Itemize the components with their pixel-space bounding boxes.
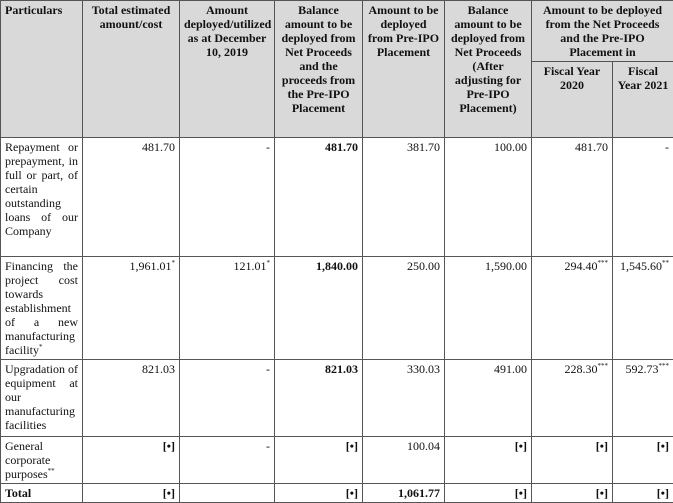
- header-total-estimated: Total estimated amount/cost: [83, 1, 180, 138]
- row-particulars: Financing the project cost towards establishment of a new manufacturing facility*: [1, 257, 83, 360]
- cell-total: [•]: [83, 437, 180, 484]
- footnote-marker: **: [662, 259, 669, 267]
- footnote-marker: *: [172, 259, 176, 267]
- total-label: Total: [1, 484, 83, 503]
- footnote-marker: ***: [598, 362, 609, 370]
- cell-pre-ipo: 250.00: [363, 257, 445, 360]
- total-balance-after: [•]: [445, 484, 532, 503]
- cell-balance-after: [•]: [445, 437, 532, 484]
- cell-balance-after: 491.00: [445, 360, 532, 437]
- cell-deployed: -: [180, 138, 275, 257]
- cell-balance-after: 100.00: [445, 138, 532, 257]
- header-balance-after-adjusting: Balance amount to be deployed from Net Proceeds (After adjusting for Pre-IPO Placement): [445, 1, 532, 138]
- cell-fy2021: 1,545.60**: [613, 257, 673, 360]
- footnote-marker: ***: [598, 259, 609, 267]
- footnote-marker: **: [48, 467, 55, 475]
- cell-fy2020: 294.40***: [532, 257, 613, 360]
- header-particulars: Particulars: [1, 1, 83, 138]
- total-fy2020: [•]: [532, 484, 613, 503]
- cell-fy2021: [•]: [613, 437, 673, 484]
- cell-pre-ipo: 100.04: [363, 437, 445, 484]
- header-fiscal-year-2020: Fiscal Year 2020: [532, 62, 613, 138]
- cell-deployed: 121.01*: [180, 257, 275, 360]
- footnote-marker: *: [39, 343, 43, 351]
- total-estimated: [•]: [83, 484, 180, 503]
- cell-deployed: -: [180, 360, 275, 437]
- cell-fy2021: -: [613, 138, 673, 257]
- cell-fy2020: [•]: [532, 437, 613, 484]
- cell-fy2020: 228.30***: [532, 360, 613, 437]
- table-row: [1, 138, 673, 257]
- table-row: [1, 437, 673, 484]
- total-fy2021: [•]: [613, 484, 673, 503]
- cell-total: 821.03: [83, 360, 180, 437]
- total-row: [1, 484, 673, 503]
- header-fiscal-year-2021: Fiscal Year 2021: [613, 62, 673, 138]
- cell-pre-ipo: 330.03: [363, 360, 445, 437]
- cell-pre-ipo: 381.70: [363, 138, 445, 257]
- footnote-marker: *: [267, 259, 271, 267]
- cell-fy2020: 481.70: [532, 138, 613, 257]
- cell-balance-after: 1,590.00: [445, 257, 532, 360]
- cell-deployed: -: [180, 437, 275, 484]
- total-deployed: [180, 484, 275, 503]
- cell-balance: 481.70: [275, 138, 363, 257]
- cell-balance: [•]: [275, 437, 363, 484]
- header-pre-ipo-amount: Amount to be deployed from Pre-IPO Placement: [363, 1, 445, 138]
- total-pre-ipo: 1,061.77: [363, 484, 445, 503]
- header-amount-deployed: Amount deployed/utilized as at December 10, 2019: [180, 1, 275, 138]
- cell-fy2021: 592.73***: [613, 360, 673, 437]
- cell-total: 481.70: [83, 138, 180, 257]
- total-balance: [•]: [275, 484, 363, 503]
- header-balance-amount: Balance amount to be deployed from Net Proceeds and the proceeds from the Pre-IPO Placement: [275, 1, 363, 138]
- header-deployment-schedule: Amount to be deployed from the Net Proceeds and the Pre-IPO Placement in: [532, 1, 673, 62]
- row-particulars: Repayment or prepayment, in full or part, of certain outstanding loans of our Company: [1, 138, 83, 257]
- table-row: [1, 360, 673, 437]
- cell-balance: 1,840.00: [275, 257, 363, 360]
- table-row: [1, 257, 673, 360]
- row-particulars: General corporate purposes**: [1, 437, 83, 484]
- cell-total: 1,961.01*: [83, 257, 180, 360]
- row-particulars: Upgradation of equipment at our manufacturing facilities: [1, 360, 83, 437]
- footnote-marker: ***: [659, 362, 670, 370]
- cell-balance: 821.03: [275, 360, 363, 437]
